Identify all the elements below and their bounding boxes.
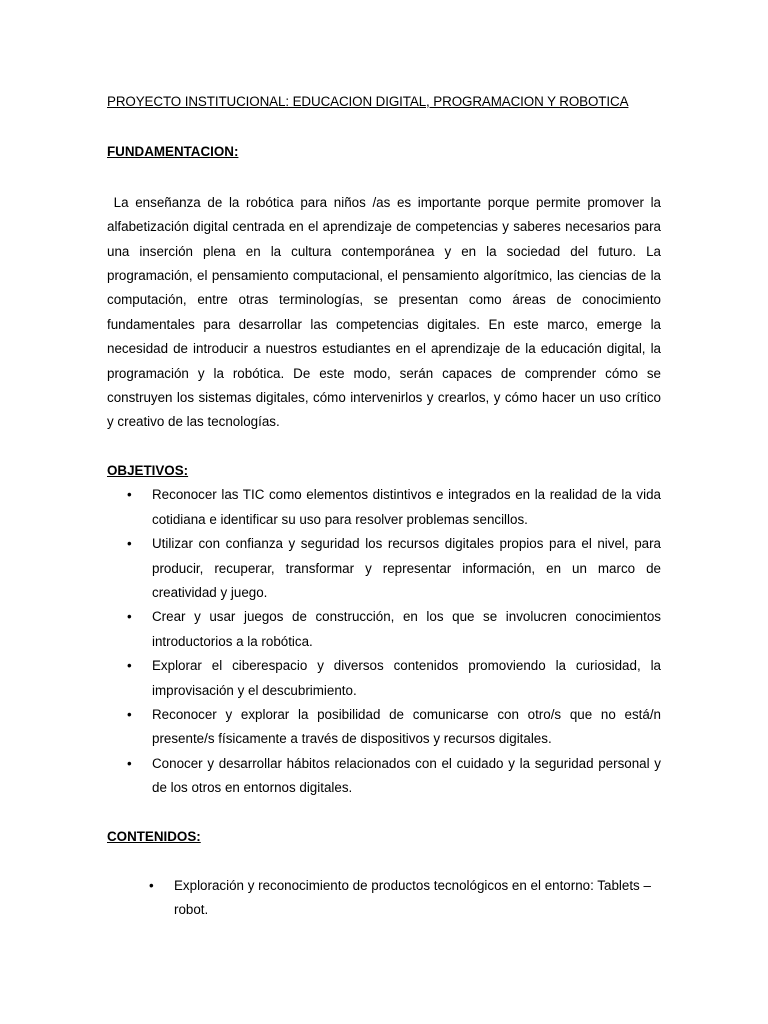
bullet-icon: • (127, 658, 132, 674)
list-item-text: Explorar el ciberespacio y diversos contenidos promoviendo la curiosidad, la improvisación y el descubrimiento. (152, 658, 661, 698)
list-item (107, 605, 661, 654)
paragraph-fundamentacion: La enseñanza de la robótica para niños /as es importante porque permite promover la alfabetización digital centrada en el aprendizaje de competencias y saberes necesarios para una inserción plena en la cultura contemporánea y en la sociedad del futuro. La programación, el pensamiento computacional, el pensamiento algorítmico, las ciencias de la computación, entre otras terminologías, se presentan como áreas de conocimiento fundamentales para desarrollar las competencias digitales. En este marco, emerge la necesidad de introducir a nuestros estudiantes en el aprendizaje de la educación digital, la programación y la robótica. De este modo, serán capaces de comprender cómo se construyen los sistemas digitales, cómo intervenirlos y crearlos, y cómo hacer un uso crítico y creativo de las tecnologías. (107, 194, 665, 430)
list-item (107, 483, 661, 532)
objetivos-list (107, 483, 661, 800)
list-item-text: Crear y usar juegos de construcción, en los que se involucren conocimientos introductorios a la robótica. (152, 609, 661, 649)
heading-fundamentacion: FUNDAMENTACION: (107, 144, 239, 160)
bullet-icon: • (149, 877, 154, 893)
bullet-icon: • (127, 487, 132, 503)
contenidos-list (107, 874, 661, 923)
list-item (107, 752, 661, 801)
list-item-text: Utilizar con confianza y seguridad los recursos digitales propios para el nivel, para producir, recuperar, transformar y representar información, en un marco de creatividad y juego. (152, 536, 661, 600)
list-item-text: Reconocer las TIC como elementos distintivos e integrados en la realidad de la vida cotidiana e identificar su uso para resolver problemas sencillos. (152, 487, 661, 527)
document-page (107, 90, 665, 923)
bullet-icon: • (127, 706, 132, 722)
list-item-text: Reconocer y explorar la posibilidad de comunicarse con otro/s que no está/n presente/s físicamente a través de dispositivos y recursos digitales. (152, 706, 661, 747)
heading-contenidos: CONTENIDOS: (107, 828, 201, 844)
list-item (107, 703, 661, 752)
document-title: PROYECTO INSTITUCIONAL: EDUCACION DIGITAL, PROGRAMACION Y ROBOTICA (107, 94, 629, 109)
list-item-text: Conocer y desarrollar hábitos relacionados con el cuidado y la seguridad personal y de los otros en entornos digitales. (152, 755, 661, 796)
list-item (107, 532, 661, 605)
bullet-icon: • (127, 536, 132, 552)
heading-objetivos: OBJETIVOS: (107, 462, 189, 478)
bullet-icon: • (127, 609, 132, 625)
list-item (107, 654, 661, 703)
list-item (107, 874, 661, 923)
list-item-text: Exploración y reconocimiento de productos tecnológicos en el entorno: Tablets – robot. (174, 877, 651, 918)
bullet-icon: • (127, 755, 132, 771)
